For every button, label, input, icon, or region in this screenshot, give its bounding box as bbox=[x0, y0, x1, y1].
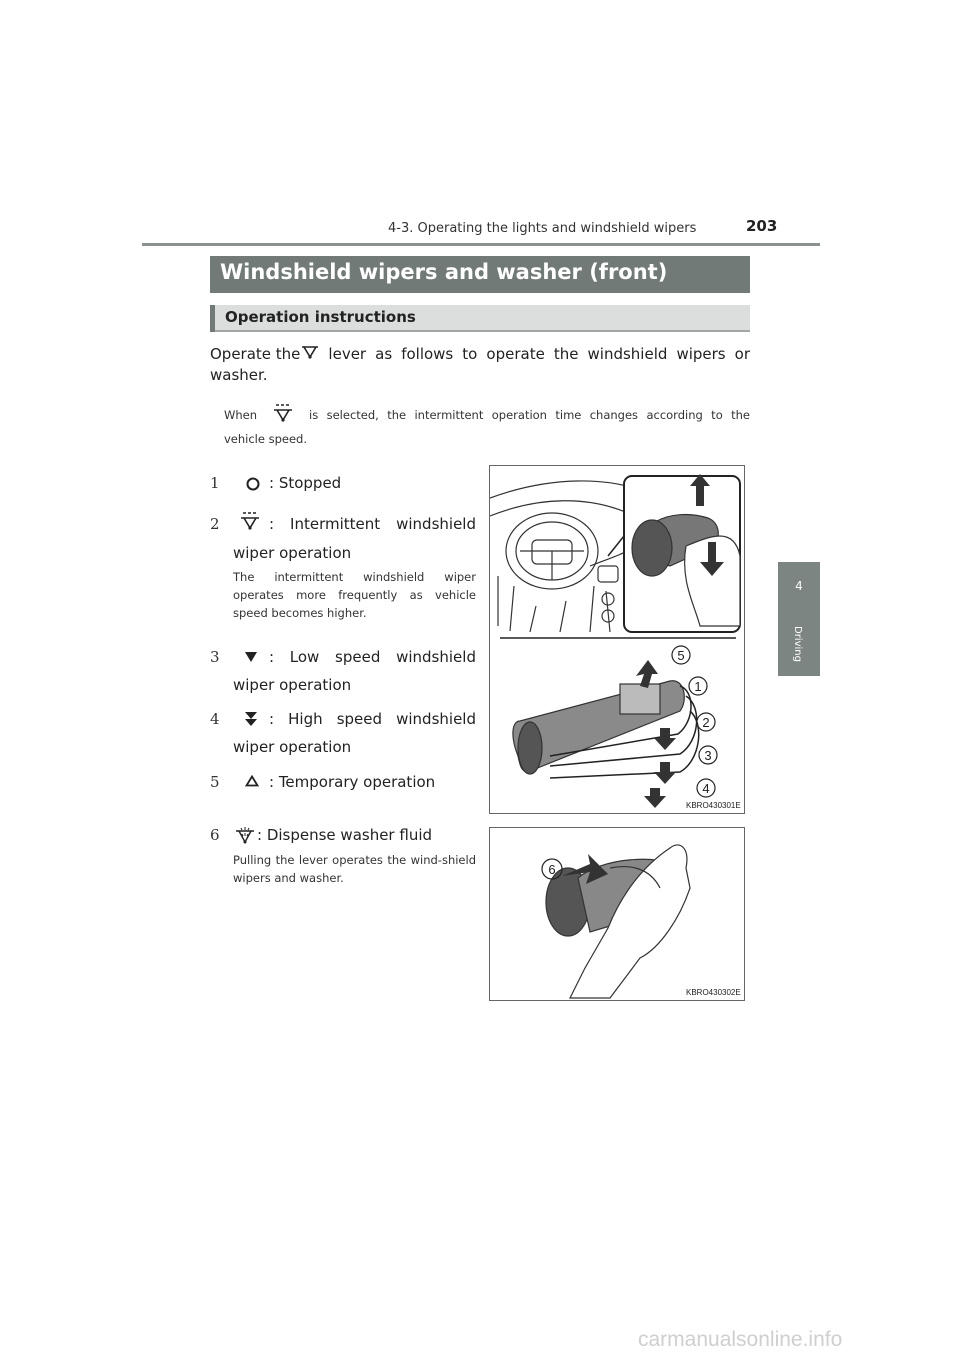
item-label: : Temporary operation bbox=[269, 773, 436, 791]
item-number: 6 bbox=[210, 826, 220, 844]
wiper-icon bbox=[300, 344, 320, 360]
page-number: 203 bbox=[746, 217, 778, 235]
note-paragraph: When is selected, the intermittent operation time changes according to the vehicle speed. bbox=[224, 402, 750, 446]
chapter-tab bbox=[778, 620, 820, 676]
page-title: Windshield wipers and washer (front) bbox=[220, 260, 668, 284]
wiper-intermittent-icon bbox=[271, 403, 295, 427]
intro-text-1: Operate the bbox=[210, 345, 301, 363]
item-label: : Low speed windshield bbox=[269, 648, 476, 666]
high-speed-icon bbox=[244, 711, 258, 727]
section-title: 4-3. Operating the lights and windshield wipers bbox=[388, 221, 697, 236]
wiper-off-icon bbox=[245, 476, 261, 492]
item-description: Pulling the lever operates the wind-shield wipers and washer. bbox=[233, 853, 476, 885]
chapter-tab-label: Driving bbox=[792, 626, 803, 662]
low-speed-icon bbox=[244, 651, 258, 663]
intro-paragraph: Operate the lever as follows to operate the windshield wipers or washer. bbox=[210, 345, 750, 384]
callout-3: 3 bbox=[704, 748, 712, 763]
callout-5: 5 bbox=[677, 648, 685, 663]
figure-wiper-lever bbox=[489, 465, 745, 814]
item-number: 2 bbox=[210, 515, 220, 533]
wiper-intermittent-icon bbox=[238, 511, 262, 535]
item-number: 1 bbox=[210, 474, 220, 492]
item-number: 3 bbox=[210, 648, 220, 666]
item-description: The intermittent windshield wiper operates more frequently as vehicle speed becomes higher. bbox=[233, 570, 476, 620]
header-rule bbox=[142, 243, 820, 246]
item-label: : High speed windshield bbox=[269, 710, 476, 728]
item-label: : Dispense washer fluid bbox=[257, 826, 433, 844]
item-label-line2: wiper operation bbox=[233, 676, 352, 694]
item-number: 4 bbox=[210, 710, 220, 728]
callout-1: 1 bbox=[694, 679, 702, 694]
item-label-line2: wiper operation bbox=[233, 544, 352, 562]
item-label: : Intermittent windshield bbox=[269, 515, 476, 533]
subtitle-bar bbox=[210, 305, 750, 332]
figure-code: KBRO430301E bbox=[686, 801, 741, 810]
callout-6: 6 bbox=[548, 862, 556, 877]
washer-fluid-icon bbox=[233, 827, 257, 847]
wiper-lever-illustration bbox=[490, 466, 744, 813]
callout-2: 2 bbox=[702, 715, 710, 730]
temporary-operation-icon bbox=[245, 775, 259, 787]
item-label-line2: wiper operation bbox=[233, 738, 352, 756]
item-label: : Stopped bbox=[269, 474, 342, 492]
item-number: 5 bbox=[210, 773, 220, 791]
watermark: carmanualsonline.info bbox=[638, 1328, 843, 1351]
intro-text-2: lever as follows to operate the windshield wipers or bbox=[328, 345, 750, 363]
page-title-bar bbox=[210, 256, 750, 293]
chapter-tab-number: 4 bbox=[778, 562, 820, 620]
figure-code: KBRO430302E bbox=[686, 988, 741, 997]
note-text-1: When bbox=[224, 408, 258, 422]
figure-washer bbox=[489, 827, 745, 1001]
subtitle: Operation instructions bbox=[225, 308, 416, 326]
callout-4: 4 bbox=[702, 781, 710, 796]
note-text-2: is selected, the intermittent operation time changes according to the bbox=[309, 408, 750, 422]
washer-lever-illustration bbox=[490, 828, 744, 1000]
